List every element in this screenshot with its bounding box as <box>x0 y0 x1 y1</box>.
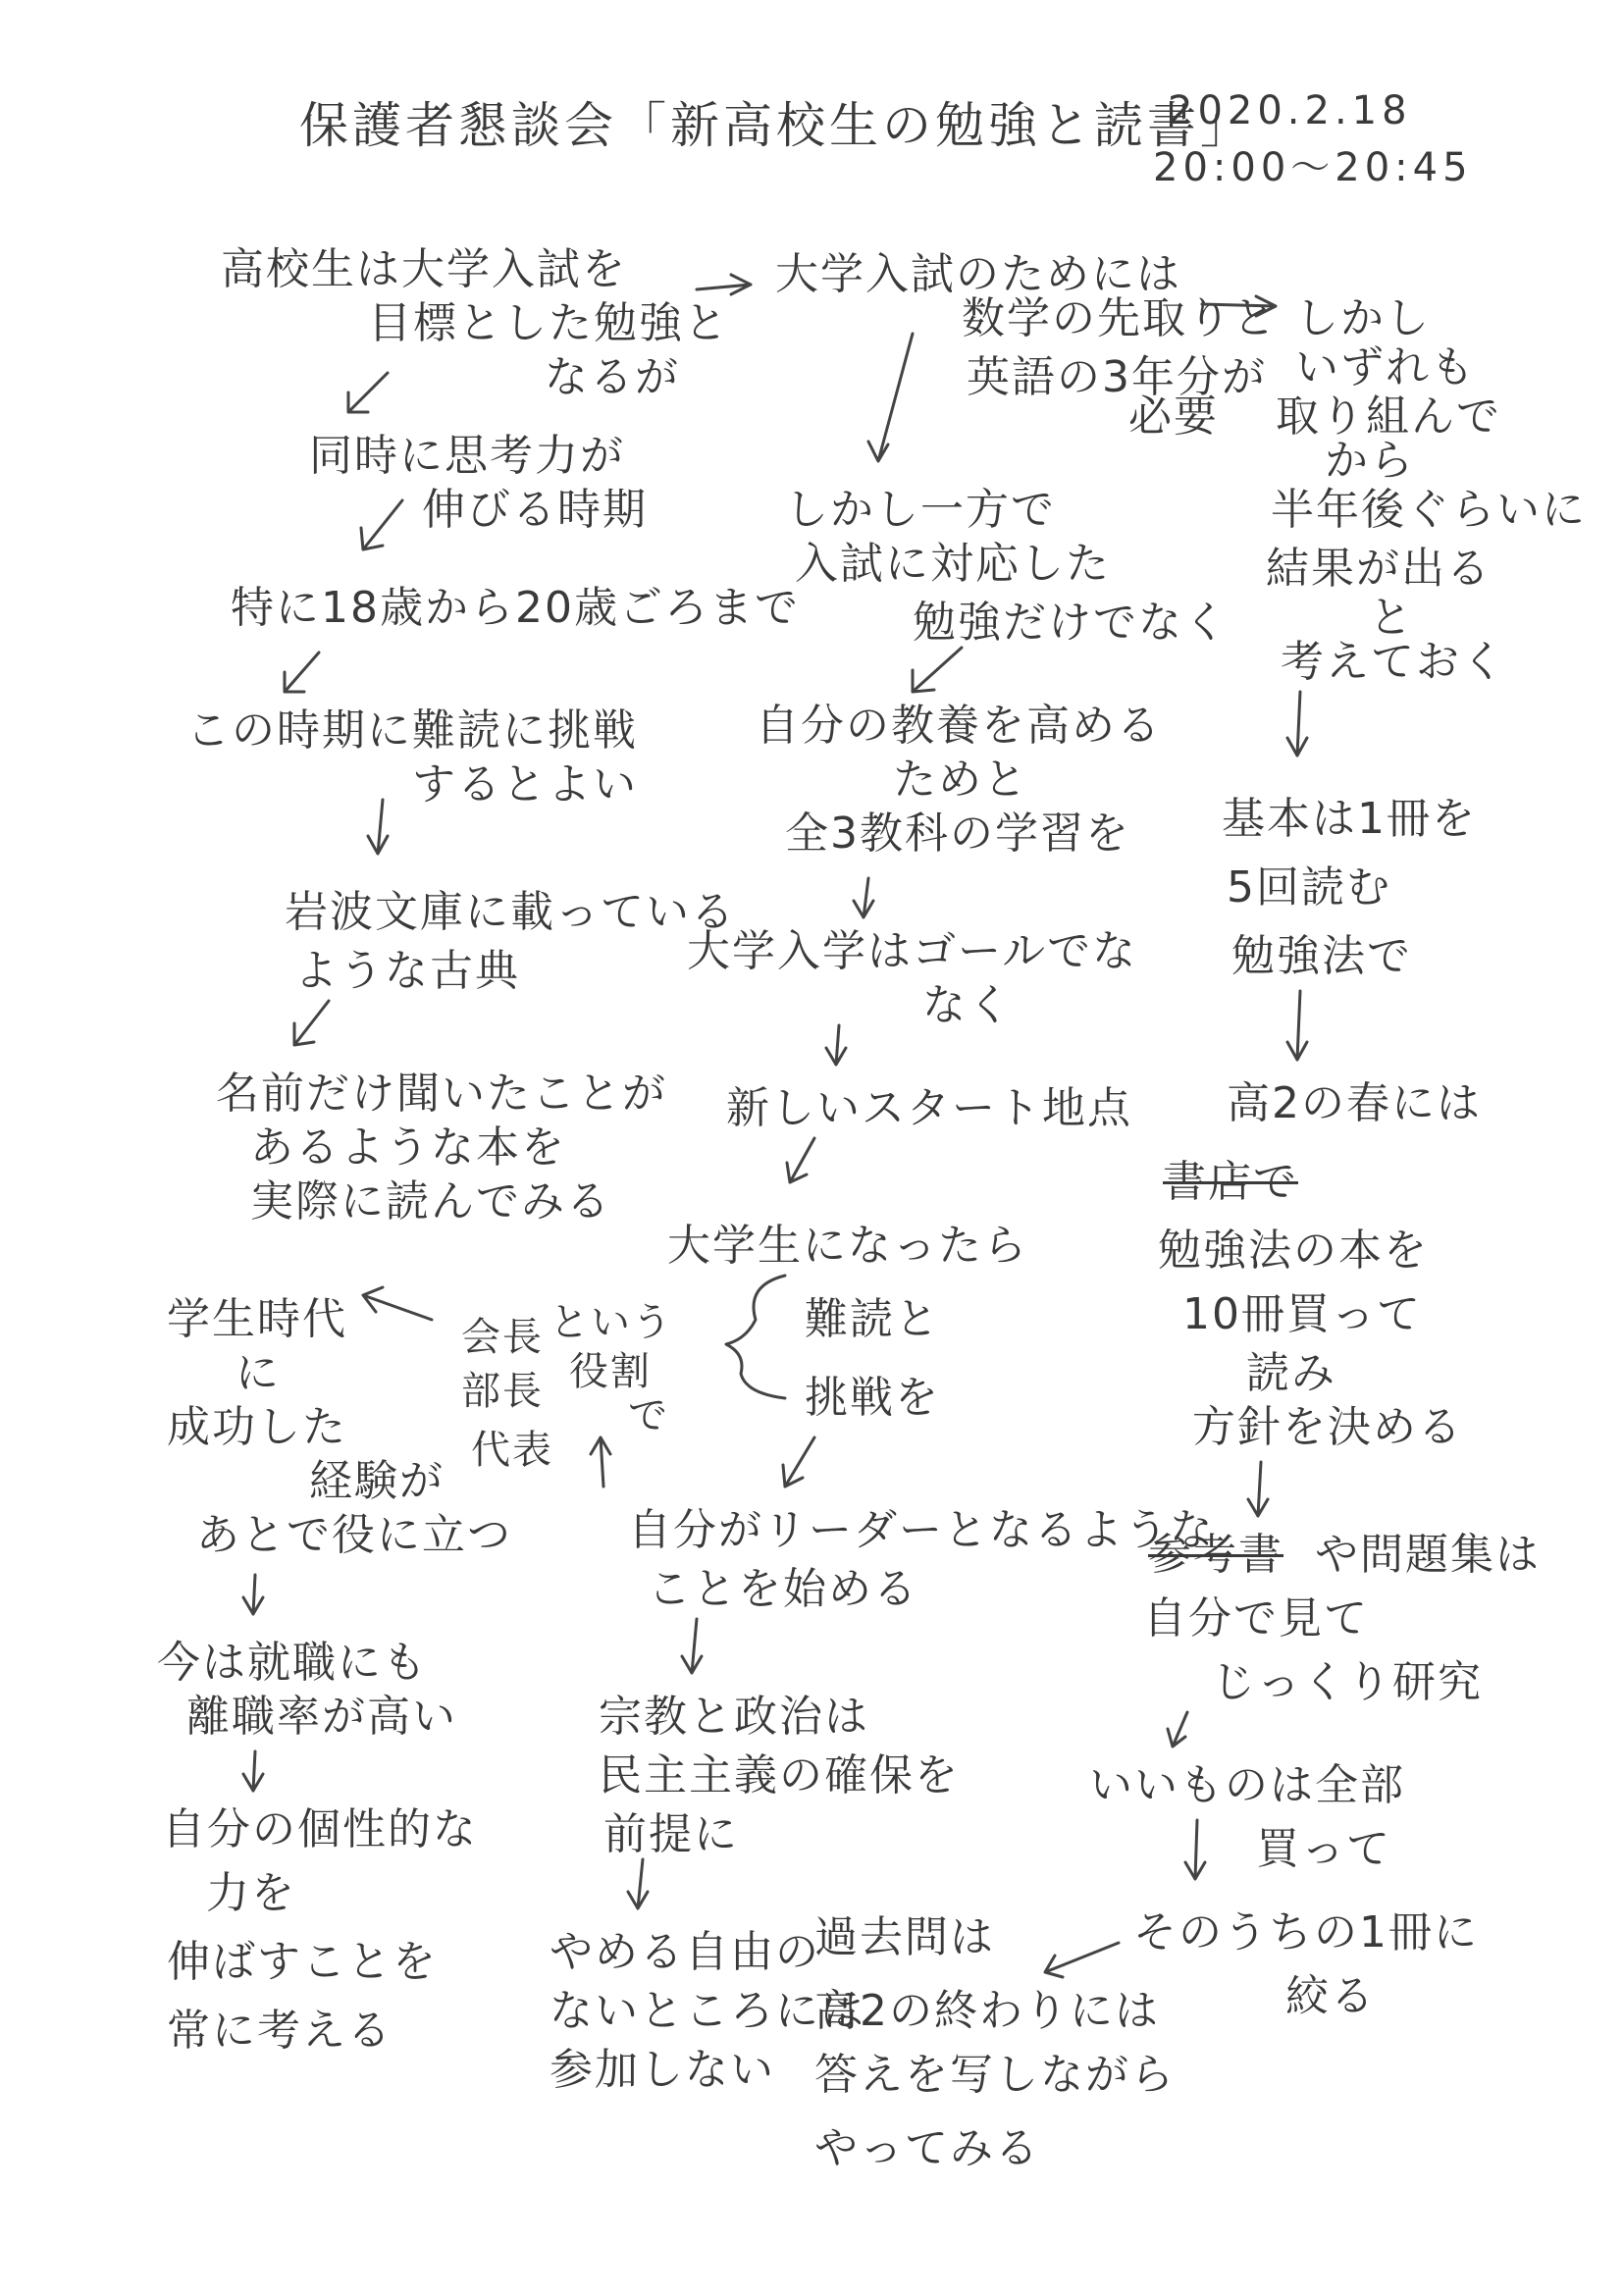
arrow-down <box>868 334 913 461</box>
arrow-down <box>628 1859 648 1908</box>
note-line: から <box>1325 436 1415 486</box>
note-line: そのうちの1冊に <box>1133 1907 1479 1957</box>
note-line: 大学入学はゴールでな <box>687 926 1138 976</box>
brace <box>726 1276 785 1398</box>
side-note-line: で <box>628 1393 669 1438</box>
note-line: 名前だけ聞いたことが <box>216 1069 667 1119</box>
note-line: 全3教科の学習を <box>785 809 1130 859</box>
arrow-down <box>854 878 873 917</box>
note-line: 英語の3年分が <box>967 352 1267 402</box>
note-line: 成功した <box>167 1402 347 1452</box>
side-note-line: 役割 <box>569 1349 652 1394</box>
side-note-line: という <box>550 1300 673 1345</box>
note-line: 答えを写しながら <box>814 2050 1176 2100</box>
note-line: 自分がリーダーとなるような <box>628 1505 1215 1555</box>
note-line: 前提に <box>603 1809 739 1859</box>
note-line: 今は就職にも <box>157 1638 428 1688</box>
note-line: 買って <box>1256 1824 1391 1874</box>
note-line: 大学入試のためには <box>775 249 1181 299</box>
note-line: 宗教と政治は <box>599 1692 869 1742</box>
note-line: この時期に難読に挑戦 <box>186 705 638 756</box>
note-line: 考えておく <box>1281 637 1506 687</box>
note-line: 経験が <box>309 1456 445 1506</box>
note-line: 伸ばすことを <box>167 1937 438 1987</box>
note-line: ことを始める <box>648 1564 918 1614</box>
arrow-down-left <box>1168 1712 1187 1747</box>
note-line: 5回読む <box>1227 862 1391 913</box>
note-line: ためと <box>893 755 1028 805</box>
note-line: あとで役に立つ <box>196 1510 512 1560</box>
note-line: 方針を決める <box>1192 1402 1463 1452</box>
note-line: 目標とした勉強と <box>368 298 729 348</box>
arrow-right <box>697 275 751 294</box>
note-line: するとよい <box>412 759 638 809</box>
note-line: なるが <box>545 352 680 402</box>
note-line: いずれも <box>1295 342 1476 392</box>
note-line: に <box>236 1348 281 1398</box>
note-line: 高校生は大学入試を <box>221 244 627 294</box>
note-line: 自分の教養を高める <box>756 701 1162 751</box>
side-note-line: 部長 <box>461 1369 544 1414</box>
arrow-down-left <box>294 1001 329 1045</box>
arrow-down-left <box>913 648 962 692</box>
note-line: じっくり研究 <box>1212 1657 1483 1707</box>
arrow-down <box>368 800 388 854</box>
arrow-down <box>682 1619 702 1673</box>
note-line: 民主主義の確保を <box>599 1750 960 1800</box>
note-line: あるような本を <box>250 1122 566 1173</box>
note-line: 高2の春には <box>1227 1078 1482 1128</box>
arrow-down-left <box>285 652 319 692</box>
note-line: 過去問は <box>814 1912 995 1962</box>
page-title: 保護者懇談会「新高校生の勉強と読書」 <box>299 97 1253 154</box>
note-line: 勉強法で <box>1231 931 1412 981</box>
note-line: 結果が出る <box>1266 544 1492 594</box>
note-line: 実際に読んでみる <box>250 1176 611 1226</box>
note-line: 勉強だけでなく <box>913 598 1229 648</box>
arrow-down-left <box>787 1138 814 1182</box>
note-line: やってみる <box>814 2123 1040 2173</box>
note-line: 岩波文庫に載っている <box>285 887 736 937</box>
side-note-line: 代表 <box>471 1428 553 1473</box>
arrow-up-left <box>363 1287 432 1320</box>
side-note-line: 会長 <box>461 1315 544 1360</box>
arrow-down <box>1248 1462 1268 1516</box>
arrow-down <box>826 1025 846 1065</box>
note-line: 難読と <box>805 1294 940 1344</box>
arrow-down-left <box>783 1437 814 1487</box>
note-line: やめる自由の <box>550 1927 820 1977</box>
arrow-down <box>1185 1820 1205 1879</box>
note-line: 取り組んで <box>1276 391 1501 442</box>
arrow-down <box>1287 991 1307 1060</box>
note-line: ないところには <box>550 1986 865 2036</box>
note-line: 同時に思考力が <box>309 431 625 481</box>
note-line: しかし <box>1295 293 1431 343</box>
note-line: 自分で見て <box>1143 1593 1369 1644</box>
arrow-left <box>1045 1943 1119 1977</box>
date-text: 2020.2.18 <box>1168 88 1412 133</box>
arrow-down-left <box>348 373 388 412</box>
note-line: 読み <box>1246 1348 1336 1398</box>
note-line: 離職率が高い <box>186 1692 457 1742</box>
note-line: 自分の個性的な <box>162 1804 478 1854</box>
note-line: 挑戦を <box>805 1373 940 1423</box>
arrow-down <box>243 1751 263 1791</box>
note-line: 数学の先取りと <box>962 293 1278 343</box>
note-line: 常に考える <box>167 2006 393 2056</box>
note-line: 特に18歳から20歳ごろまで <box>231 583 800 633</box>
note-line: 参加しない <box>550 2045 775 2095</box>
note-line: や問題集は <box>1315 1530 1541 1580</box>
time-text: 20:00〜20:45 <box>1153 145 1473 190</box>
note-line-struck: 書店で <box>1163 1157 1298 1207</box>
note-line: ような古典 <box>294 946 520 996</box>
note-line: いいものは全部 <box>1089 1760 1405 1810</box>
note-line: 勉強法の本を <box>1158 1226 1429 1276</box>
note-line: 絞る <box>1285 1971 1376 2021</box>
note-line: 伸びる時期 <box>422 485 648 535</box>
note-line-struck: 参考書 <box>1148 1530 1283 1580</box>
note-line: 半年後ぐらいに <box>1271 485 1587 535</box>
arrow-down-left <box>361 500 402 549</box>
note-line: 入試に対応した <box>795 539 1111 589</box>
arrow-down <box>1287 692 1307 756</box>
arrow-up <box>591 1437 610 1487</box>
note-line: 大学生になったら <box>667 1221 1028 1271</box>
note-line: 高2の終わりには <box>814 1986 1160 2036</box>
note-line: なく <box>922 980 1013 1030</box>
note-line: 学生時代 <box>167 1294 347 1344</box>
note-line: しかし一方で <box>785 485 1056 535</box>
note-line: 基本は1冊を <box>1222 794 1477 844</box>
note-line: 10冊買って <box>1182 1289 1422 1339</box>
note-line: 必要 <box>1128 391 1219 442</box>
note-line: 新しいスタート地点 <box>726 1083 1132 1133</box>
note-line: と <box>1369 593 1414 643</box>
note-line: 力を <box>206 1868 296 1918</box>
arrow-down <box>243 1575 263 1614</box>
